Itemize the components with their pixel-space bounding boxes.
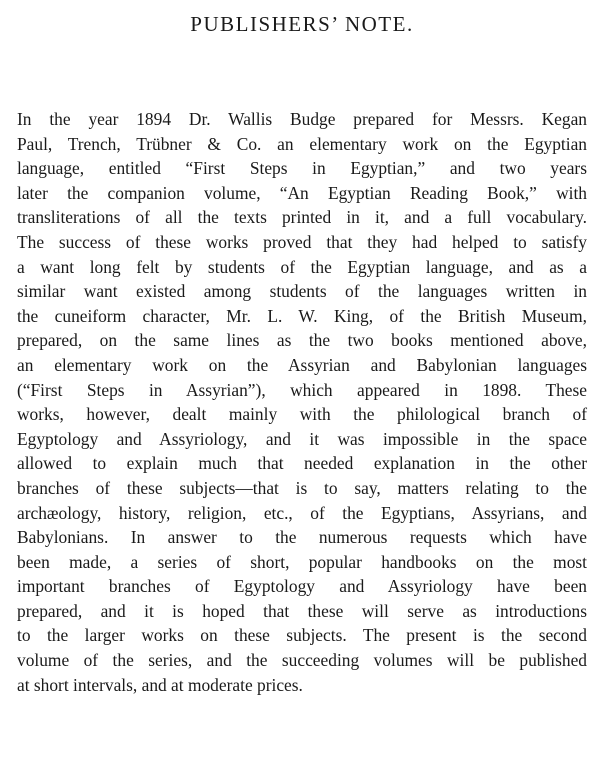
text-line: language, entitled “First Steps in Egyptian,” and two years (17, 158, 587, 179)
text-line: transliterations of all the texts printed in it, and a full vocabulary. (17, 207, 587, 228)
text-line: The success of these works proved that they had helped to satisfy (17, 231, 587, 252)
text-line: the cuneiform character, Mr. L. W. King, of the British Museum, (17, 305, 587, 326)
text-line: Paul, Trench, Trübner & Co. an elementary work on the Egyptian (17, 133, 587, 154)
page-title: PUBLISHERS’ NOTE. (190, 12, 414, 36)
text-line: volume of the series, and the succeeding volumes will be published (17, 650, 587, 671)
text-line: (“First Steps in Assyrian”), which appeared in 1898. These (17, 379, 587, 400)
text-line: prepared, and it is hoped that these will serve as introductions (17, 600, 587, 621)
text-line: been made, a series of short, popular handbooks on the most (17, 551, 587, 572)
text-line: works, however, dealt mainly with the philological branch of (17, 404, 587, 425)
text-line: Egyptology and Assyriology, and it was impossible in the space (17, 428, 587, 449)
text-line: at short intervals, and at moderate prices. (17, 674, 303, 695)
text-line: allowed to explain much that needed explanation in the other (17, 453, 587, 474)
text-line: archæology, history, religion, etc., of the Egyptians, Assyrians, and (17, 502, 587, 523)
text-line: a want long felt by students of the Egyptian language, and as a (17, 256, 587, 277)
text-line: later the companion volume, “An Egyptian Reading Book,” with (17, 182, 587, 203)
text-line: important branches of Egyptology and Assyriology have been (17, 576, 587, 597)
text-line: Babylonians. In answer to the numerous requests which have (17, 527, 587, 548)
text-line: branches of these subjects—that is to say, matters relating to the (17, 477, 587, 498)
text-line: prepared, on the same lines as the two books mentioned above, (17, 330, 587, 351)
text-line: In the year 1894 Dr. Wallis Budge prepared for Messrs. Kegan (17, 109, 587, 129)
body-paragraph (17, 107, 587, 697)
text-line: to the larger works on these subjects. The present is the second (17, 625, 587, 646)
text-line: similar want existed among students of the languages written in (17, 281, 587, 302)
text-line: an elementary work on the Assyrian and Babylonian languages (17, 354, 587, 375)
